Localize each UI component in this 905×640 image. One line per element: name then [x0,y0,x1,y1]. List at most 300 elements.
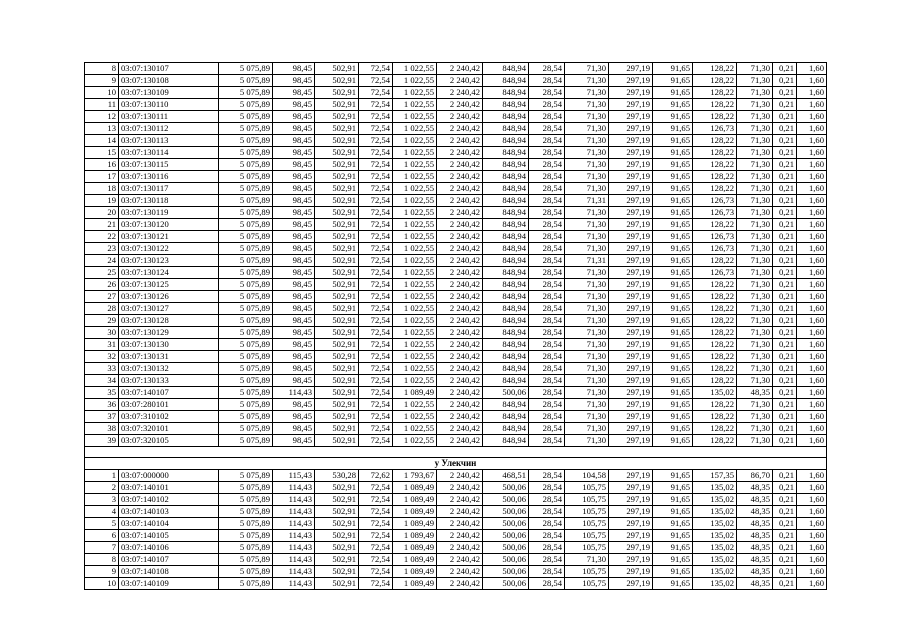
value-cell: 2 240,42 [437,530,483,542]
value-cell: 2 240,42 [437,267,483,279]
value-cell: 71,30 [737,195,773,207]
value-cell: 1 022,55 [393,435,437,447]
cadastral-code-cell: 03:07:130125 [119,279,219,291]
value-cell: 1,60 [797,231,827,243]
value-cell: 71,30 [565,63,609,75]
value-cell: 297,19 [609,327,653,339]
value-cell: 2 240,42 [437,518,483,530]
value-cell: 91,65 [653,375,693,387]
value-cell: 5 075,89 [219,87,273,99]
value-cell: 28,54 [529,387,565,399]
row-number-cell: 12 [85,111,119,123]
value-cell: 5 075,89 [219,506,273,518]
value-cell: 72,54 [359,399,393,411]
value-cell: 1,60 [797,267,827,279]
value-cell: 5 075,89 [219,195,273,207]
value-cell: 48,35 [737,578,773,590]
value-cell: 98,45 [273,351,315,363]
value-cell: 71,30 [737,159,773,171]
value-cell: 5 075,89 [219,542,273,554]
value-cell: 71,30 [565,279,609,291]
value-cell: 105,75 [565,494,609,506]
value-cell: 128,22 [693,327,737,339]
value-cell: 72,54 [359,99,393,111]
value-cell: 71,30 [737,351,773,363]
value-cell: 28,54 [529,482,565,494]
value-cell: 126,73 [693,195,737,207]
value-cell: 98,45 [273,219,315,231]
value-cell: 71,30 [737,123,773,135]
value-cell: 135,02 [693,566,737,578]
value-cell: 5 075,89 [219,399,273,411]
value-cell: 126,73 [693,123,737,135]
value-cell: 502,91 [315,339,359,351]
cadastral-code-cell: 03:07:130128 [119,315,219,327]
table-body-bottom [85,470,827,590]
value-cell: 135,02 [693,530,737,542]
value-cell: 0,21 [773,183,797,195]
value-cell: 126,73 [693,207,737,219]
value-cell: 1,60 [797,506,827,518]
value-cell: 502,91 [315,231,359,243]
value-cell: 502,91 [315,375,359,387]
value-cell: 0,21 [773,494,797,506]
value-cell: 848,94 [483,159,529,171]
value-cell: 297,19 [609,423,653,435]
value-cell: 0,21 [773,219,797,231]
value-cell: 297,19 [609,411,653,423]
value-cell: 91,65 [653,542,693,554]
value-cell: 1 022,55 [393,327,437,339]
value-cell: 0,21 [773,255,797,267]
value-cell: 502,91 [315,542,359,554]
row-number-cell: 2 [85,482,119,494]
value-cell: 1 089,49 [393,530,437,542]
value-cell: 98,45 [273,183,315,195]
value-cell: 502,91 [315,243,359,255]
value-cell: 91,65 [653,399,693,411]
value-cell: 28,54 [529,135,565,147]
value-cell: 502,91 [315,147,359,159]
table-row [85,291,827,303]
value-cell: 71,30 [565,554,609,566]
value-cell: 5 075,89 [219,123,273,135]
value-cell: 71,30 [565,423,609,435]
value-cell: 297,19 [609,530,653,542]
value-cell: 71,30 [737,279,773,291]
value-cell: 848,94 [483,411,529,423]
cadastral-code-cell: 03:07:130120 [119,219,219,231]
value-cell: 1,60 [797,303,827,315]
cadastral-code-cell: 03:07:320101 [119,423,219,435]
row-number-cell: 21 [85,219,119,231]
value-cell: 1 022,55 [393,339,437,351]
value-cell: 91,65 [653,195,693,207]
value-cell: 105,75 [565,482,609,494]
value-cell: 71,30 [737,315,773,327]
value-cell: 71,30 [737,423,773,435]
value-cell: 91,65 [653,87,693,99]
value-cell: 0,21 [773,554,797,566]
blank-cell [85,447,827,458]
value-cell: 500,06 [483,518,529,530]
value-cell: 128,22 [693,351,737,363]
value-cell: 1 089,49 [393,482,437,494]
value-cell: 28,54 [529,75,565,87]
value-cell: 28,54 [529,530,565,542]
value-cell: 0,21 [773,207,797,219]
value-cell: 91,65 [653,339,693,351]
table-row [85,159,827,171]
table-row [85,171,827,183]
value-cell: 848,94 [483,315,529,327]
value-cell: 5 075,89 [219,554,273,566]
value-cell: 71,30 [737,327,773,339]
value-cell: 1 022,55 [393,291,437,303]
cadastral-code-cell: 03:07:130115 [119,159,219,171]
value-cell: 0,21 [773,470,797,482]
value-cell: 848,94 [483,255,529,267]
row-number-cell: 14 [85,135,119,147]
value-cell: 502,91 [315,135,359,147]
value-cell: 72,54 [359,315,393,327]
value-cell: 1 089,49 [393,387,437,399]
value-cell: 502,91 [315,351,359,363]
value-cell: 91,65 [653,243,693,255]
value-cell: 28,54 [529,435,565,447]
tariff-table [84,62,827,590]
value-cell: 71,30 [565,339,609,351]
value-cell: 91,65 [653,147,693,159]
value-cell: 297,19 [609,231,653,243]
value-cell: 128,22 [693,279,737,291]
cadastral-code-cell: 03:07:130118 [119,195,219,207]
value-cell: 98,45 [273,159,315,171]
value-cell: 128,22 [693,75,737,87]
value-cell: 1,60 [797,411,827,423]
value-cell: 86,70 [737,470,773,482]
value-cell: 128,22 [693,219,737,231]
value-cell: 2 240,42 [437,363,483,375]
value-cell: 91,65 [653,411,693,423]
value-cell: 1,60 [797,435,827,447]
value-cell: 72,54 [359,171,393,183]
value-cell: 0,21 [773,327,797,339]
value-cell: 848,94 [483,123,529,135]
value-cell: 297,19 [609,63,653,75]
blank-row [85,447,827,458]
value-cell: 0,21 [773,351,797,363]
value-cell: 28,54 [529,542,565,554]
value-cell: 0,21 [773,159,797,171]
cadastral-code-cell: 03:07:140103 [119,506,219,518]
row-number-cell: 34 [85,375,119,387]
value-cell: 1,60 [797,327,827,339]
table-row [85,399,827,411]
row-number-cell: 23 [85,243,119,255]
value-cell: 0,21 [773,363,797,375]
table-row [85,375,827,387]
value-cell: 2 240,42 [437,291,483,303]
value-cell: 2 240,42 [437,87,483,99]
value-cell: 91,65 [653,135,693,147]
value-cell: 114,43 [273,554,315,566]
row-number-cell: 33 [85,363,119,375]
value-cell: 1,60 [797,255,827,267]
value-cell: 0,21 [773,63,797,75]
value-cell: 71,30 [565,351,609,363]
value-cell: 5 075,89 [219,482,273,494]
value-cell: 0,21 [773,423,797,435]
table-row [85,423,827,435]
value-cell: 1,60 [797,470,827,482]
value-cell: 28,54 [529,219,565,231]
value-cell: 91,65 [653,351,693,363]
value-cell: 502,91 [315,327,359,339]
value-cell: 1,60 [797,578,827,590]
value-cell: 1,60 [797,291,827,303]
value-cell: 98,45 [273,87,315,99]
value-cell: 1 022,55 [393,399,437,411]
row-number-cell: 35 [85,387,119,399]
value-cell: 1,60 [797,566,827,578]
value-cell: 28,54 [529,195,565,207]
value-cell: 848,94 [483,111,529,123]
value-cell: 28,54 [529,231,565,243]
value-cell: 502,91 [315,578,359,590]
value-cell: 1 022,55 [393,183,437,195]
value-cell: 128,22 [693,111,737,123]
value-cell: 28,54 [529,255,565,267]
value-cell: 72,54 [359,339,393,351]
table-row [85,363,827,375]
value-cell: 502,91 [315,255,359,267]
table-row [85,219,827,231]
value-cell: 98,45 [273,279,315,291]
table-row [85,530,827,542]
row-number-cell: 6 [85,530,119,542]
value-cell: 0,21 [773,339,797,351]
cadastral-code-cell: 03:07:130114 [119,147,219,159]
value-cell: 848,94 [483,375,529,387]
value-cell: 72,54 [359,243,393,255]
value-cell: 71,30 [565,267,609,279]
value-cell: 28,54 [529,494,565,506]
value-cell: 1 089,49 [393,542,437,554]
value-cell: 28,54 [529,147,565,159]
value-cell: 128,22 [693,375,737,387]
value-cell: 28,54 [529,327,565,339]
value-cell: 91,65 [653,111,693,123]
value-cell: 848,94 [483,147,529,159]
value-cell: 71,30 [565,231,609,243]
row-number-cell: 38 [85,423,119,435]
value-cell: 72,54 [359,219,393,231]
value-cell: 98,45 [273,303,315,315]
value-cell: 72,54 [359,435,393,447]
value-cell: 848,94 [483,63,529,75]
cadastral-code-cell: 03:07:130133 [119,375,219,387]
cadastral-code-cell: 03:07:140108 [119,566,219,578]
value-cell: 28,54 [529,291,565,303]
cadastral-code-cell: 03:07:130124 [119,267,219,279]
value-cell: 848,94 [483,231,529,243]
table-row [85,327,827,339]
value-cell: 28,54 [529,171,565,183]
cadastral-code-cell: 03:07:140106 [119,542,219,554]
table-row [85,411,827,423]
value-cell: 2 240,42 [437,231,483,243]
value-cell: 71,30 [565,183,609,195]
cadastral-code-cell: 03:07:280101 [119,399,219,411]
value-cell: 5 075,89 [219,243,273,255]
value-cell: 500,06 [483,506,529,518]
value-cell: 71,30 [565,387,609,399]
value-cell: 2 240,42 [437,159,483,171]
table-row [85,87,827,99]
value-cell: 5 075,89 [219,494,273,506]
value-cell: 297,19 [609,387,653,399]
value-cell: 5 075,89 [219,279,273,291]
value-cell: 5 075,89 [219,530,273,542]
value-cell: 502,91 [315,518,359,530]
cadastral-code-cell: 03:07:130123 [119,255,219,267]
value-cell: 1,60 [797,159,827,171]
value-cell: 98,45 [273,423,315,435]
value-cell: 91,65 [653,267,693,279]
value-cell: 28,54 [529,303,565,315]
value-cell: 72,54 [359,423,393,435]
value-cell: 5 075,89 [219,219,273,231]
value-cell: 72,54 [359,387,393,399]
value-cell: 71,31 [565,255,609,267]
value-cell: 72,54 [359,291,393,303]
value-cell: 91,65 [653,279,693,291]
value-cell: 500,06 [483,578,529,590]
value-cell: 72,54 [359,530,393,542]
value-cell: 502,91 [315,267,359,279]
value-cell: 297,19 [609,111,653,123]
value-cell: 72,54 [359,87,393,99]
value-cell: 1 022,55 [393,123,437,135]
value-cell: 848,94 [483,291,529,303]
row-number-cell: 20 [85,207,119,219]
value-cell: 71,30 [565,243,609,255]
value-cell: 0,21 [773,578,797,590]
value-cell: 71,30 [737,183,773,195]
value-cell: 98,45 [273,231,315,243]
value-cell: 5 075,89 [219,135,273,147]
value-cell: 1 022,55 [393,63,437,75]
value-cell: 91,65 [653,578,693,590]
table-row [85,195,827,207]
value-cell: 105,75 [565,506,609,518]
value-cell: 848,94 [483,303,529,315]
value-cell: 28,54 [529,339,565,351]
value-cell: 0,21 [773,518,797,530]
value-cell: 91,65 [653,219,693,231]
value-cell: 115,43 [273,470,315,482]
row-number-cell: 17 [85,171,119,183]
value-cell: 502,91 [315,207,359,219]
value-cell: 135,02 [693,554,737,566]
value-cell: 2 240,42 [437,255,483,267]
value-cell: 72,54 [359,327,393,339]
value-cell: 5 075,89 [219,111,273,123]
row-number-cell: 15 [85,147,119,159]
value-cell: 135,02 [693,494,737,506]
table-row [85,63,827,75]
value-cell: 0,21 [773,542,797,554]
table-row [85,339,827,351]
value-cell: 1 022,55 [393,231,437,243]
cadastral-code-cell: 03:07:130119 [119,207,219,219]
value-cell: 297,19 [609,303,653,315]
value-cell: 28,54 [529,554,565,566]
value-cell: 128,22 [693,135,737,147]
value-cell: 135,02 [693,518,737,530]
value-cell: 297,19 [609,291,653,303]
value-cell: 1,60 [797,87,827,99]
value-cell: 114,43 [273,518,315,530]
value-cell: 71,30 [737,255,773,267]
value-cell: 0,21 [773,243,797,255]
value-cell: 502,91 [315,494,359,506]
value-cell: 128,22 [693,435,737,447]
value-cell: 0,21 [773,566,797,578]
value-cell: 502,91 [315,279,359,291]
value-cell: 2 240,42 [437,207,483,219]
value-cell: 1,60 [797,399,827,411]
value-cell: 91,65 [653,482,693,494]
value-cell: 72,54 [359,578,393,590]
value-cell: 5 075,89 [219,578,273,590]
value-cell: 297,19 [609,494,653,506]
value-cell: 72,54 [359,303,393,315]
table-row [85,554,827,566]
cadastral-code-cell: 03:07:130116 [119,171,219,183]
value-cell: 2 240,42 [437,99,483,111]
value-cell: 2 240,42 [437,315,483,327]
value-cell: 128,22 [693,255,737,267]
table-row [85,279,827,291]
value-cell: 502,91 [315,291,359,303]
value-cell: 1 089,49 [393,494,437,506]
value-cell: 71,30 [565,207,609,219]
value-cell: 72,54 [359,111,393,123]
value-cell: 98,45 [273,291,315,303]
value-cell: 28,54 [529,399,565,411]
value-cell: 502,91 [315,363,359,375]
row-number-cell: 7 [85,542,119,554]
value-cell: 135,02 [693,578,737,590]
value-cell: 2 240,42 [437,339,483,351]
value-cell: 71,30 [737,87,773,99]
value-cell: 28,54 [529,267,565,279]
value-cell: 848,94 [483,363,529,375]
value-cell: 98,45 [273,411,315,423]
value-cell: 98,45 [273,255,315,267]
value-cell: 71,30 [737,75,773,87]
value-cell: 91,65 [653,123,693,135]
value-cell: 2 240,42 [437,411,483,423]
value-cell: 500,06 [483,494,529,506]
row-number-cell: 25 [85,267,119,279]
value-cell: 98,45 [273,99,315,111]
value-cell: 5 075,89 [219,387,273,399]
value-cell: 2 240,42 [437,63,483,75]
value-cell: 500,06 [483,554,529,566]
